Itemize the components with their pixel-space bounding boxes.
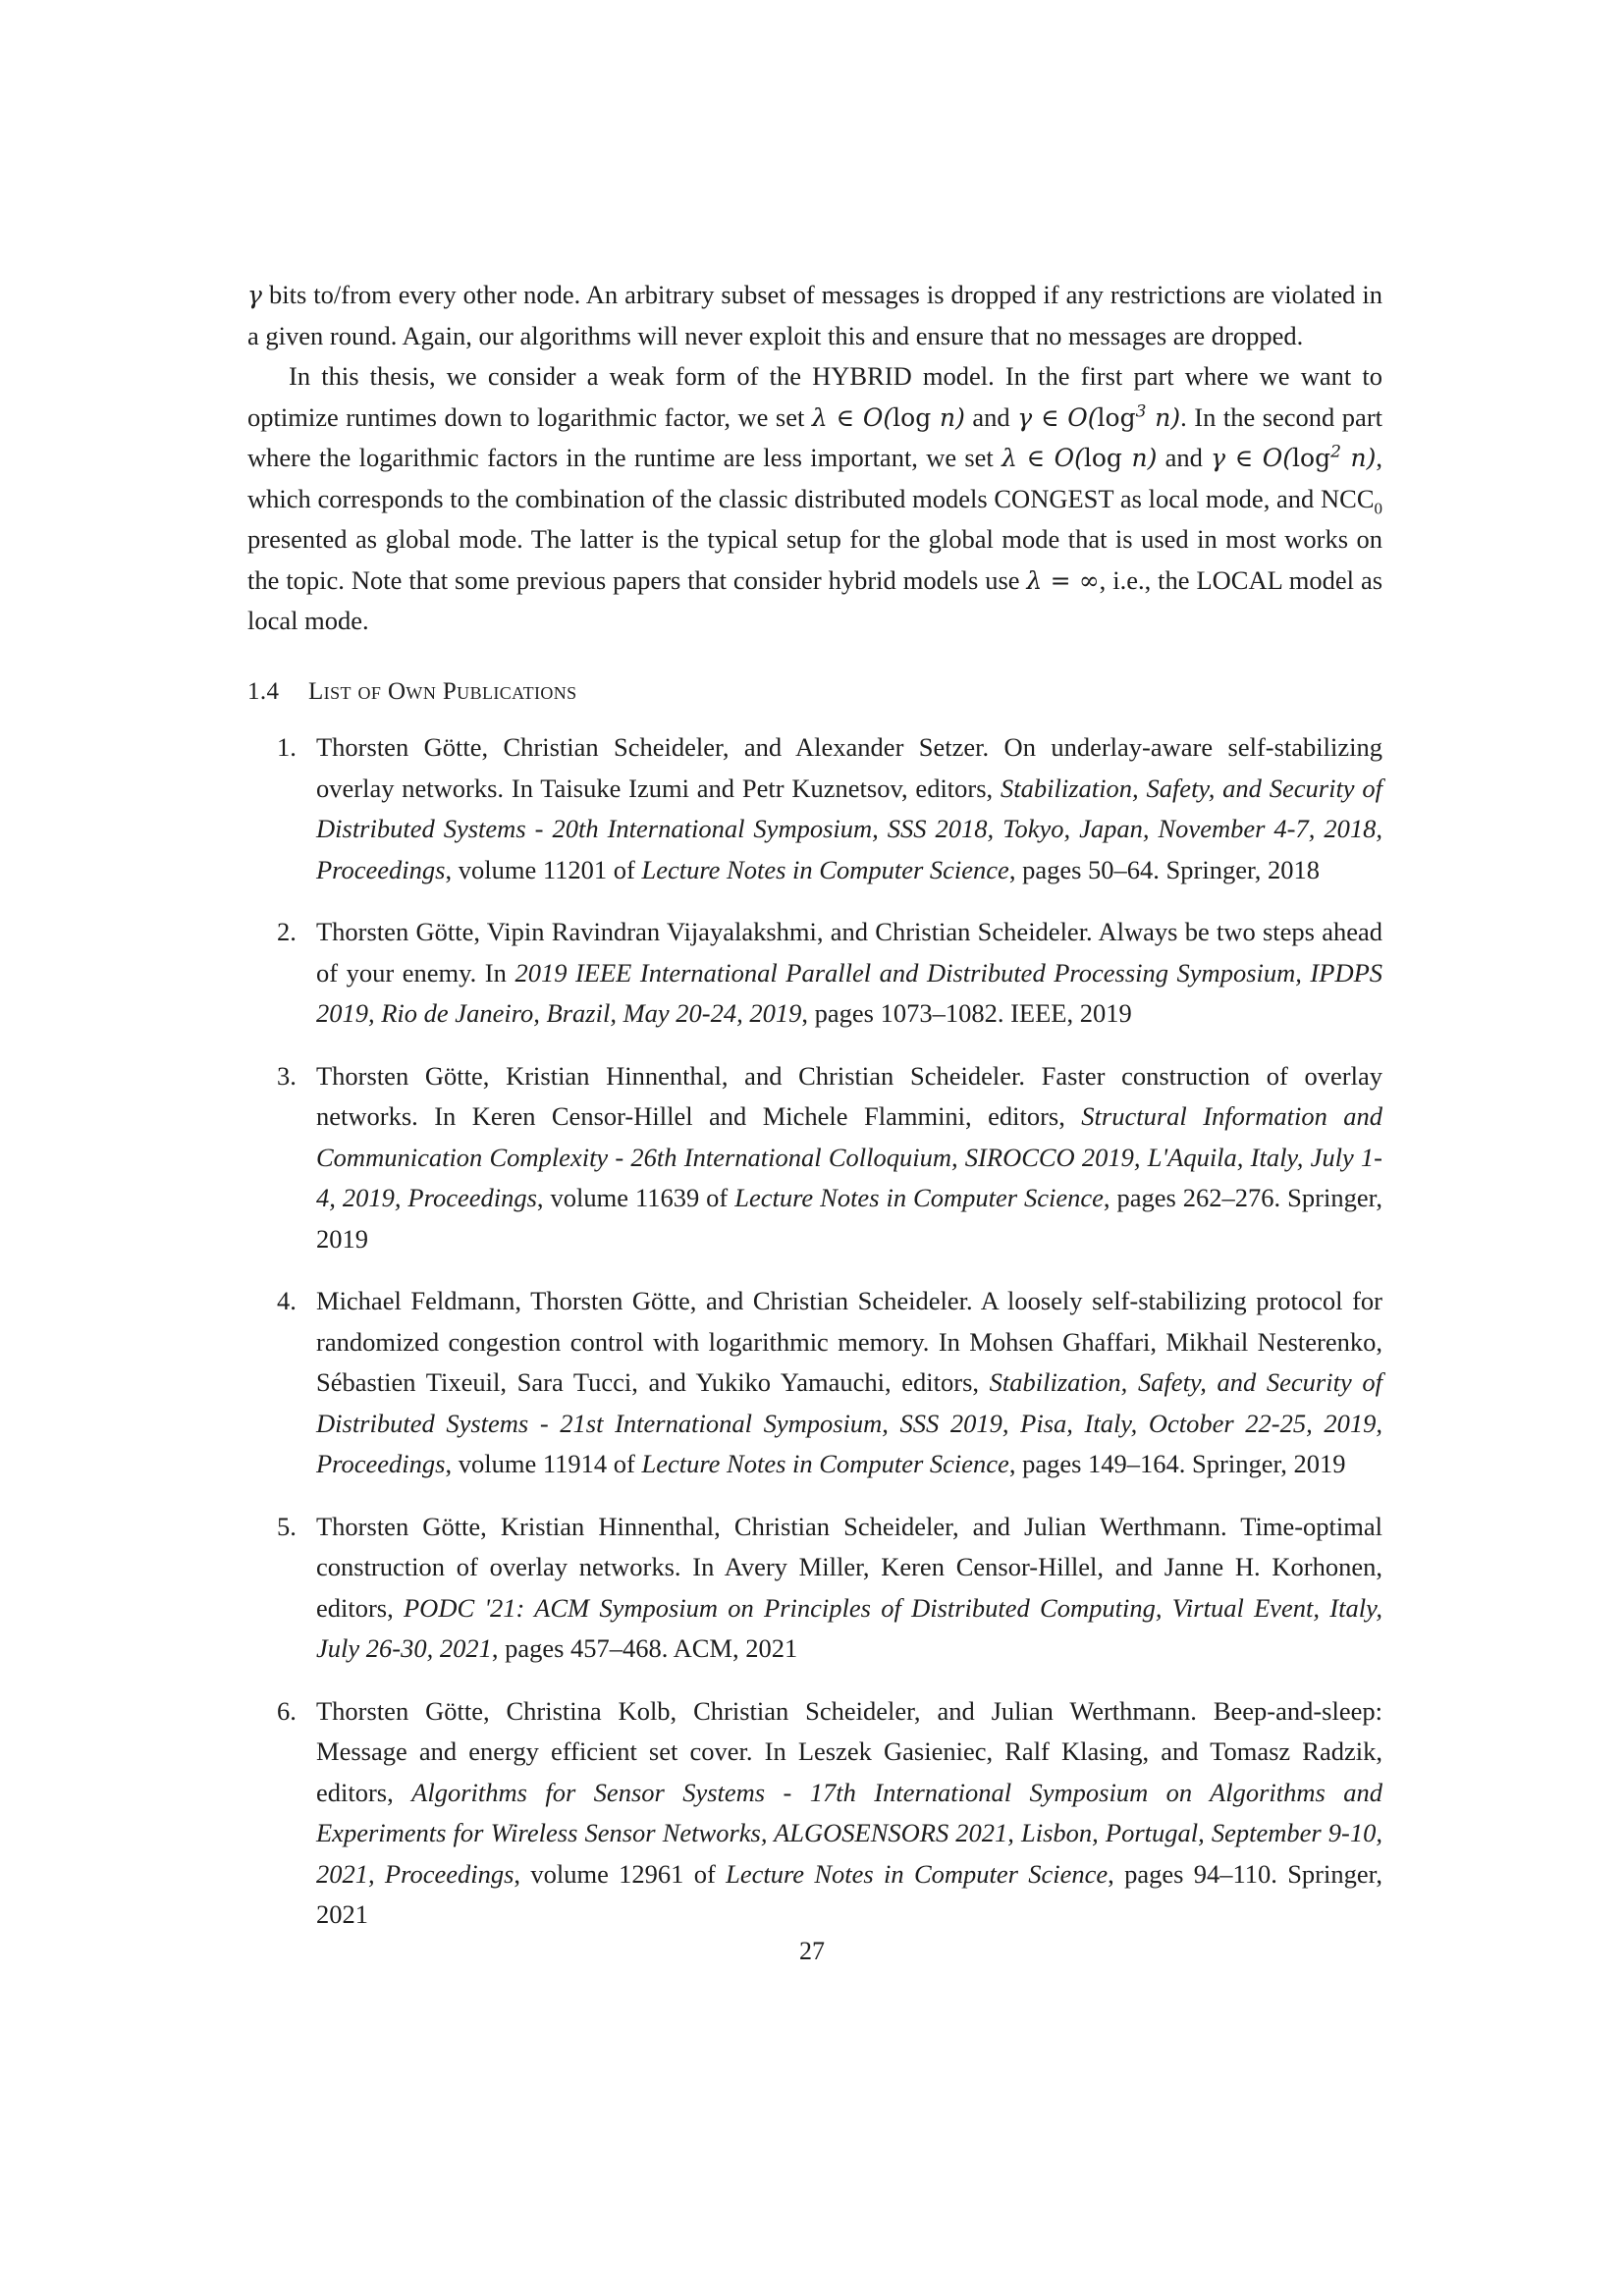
publication-index: 5. [277, 1511, 297, 1541]
p2-text-g: , i.e., the LOCAL model as local mode. [247, 564, 1383, 635]
publication-venue: Algorithms for Sensor Systems - 17th International Symposium on Algorithms and Experiments for Wireless Sensor Networks, ALGOSENSORS 2021, Lisbon, Portugal, September 9-10, 2021, Proceedings [316, 1777, 1382, 1889]
publication-venue: 2019 IEEE International Parallel and Distributed Processing Symposium, IPDPS 2019, Rio de Janeiro, Brazil, May 20-24, 2019 [316, 957, 1383, 1028]
section-title: List of Own Publications [308, 677, 577, 705]
publication-mid: , volume 11201 of [445, 854, 635, 884]
intro-paragraph-2 [247, 356, 1382, 642]
p2-text-a: In this thesis, we consider a weak form of the HYBRID model. In the first part where we want to optimize runtimes down to logarithmic factor, we set [247, 361, 1382, 432]
publication-series: Lecture Notes in Computer Science [726, 1858, 1109, 1889]
section-number: 1.4 [247, 677, 280, 705]
publication-mid: , volume 11639 of [536, 1183, 729, 1212]
publication-venue: Structural Information and Communication Complexity - 26th International Colloquium, SIROCCO 2019, L'Aquila, Italy, July 1-4, 2019, Proceedings [316, 1101, 1383, 1212]
p2-text-c: . In the second part where the logarithmic factors in the runtime are less important, we set [247, 401, 1383, 472]
publication-item [247, 1281, 1382, 1485]
ncc-subscript: 0 [1374, 498, 1382, 517]
p2-text-e: , which corresponds to the combination of the classic distributed models CONGEST as local mode, and NCC [247, 443, 1382, 513]
publication-item [247, 912, 1382, 1035]
math-lambda-log: λ ∈ O(log n) [811, 402, 965, 432]
publication-tail: , pages 149–164. Springer, 2019 [1008, 1449, 1346, 1478]
publication-index: 2. [277, 917, 297, 946]
math-gamma-log3: γ ∈ $O(\log^3$ n) [1017, 401, 1181, 432]
math-gamma: γ [247, 281, 262, 309]
p2-text-f: presented as global mode. The latter is the typical setup for the global mode that is used in most works on the topic. Note that some previous papers that consider hybrid models use [247, 524, 1382, 595]
publication-list [247, 727, 1382, 1936]
publication-venue: Stabilization, Safety, and Security of Distributed Systems - 21st International Symposium, SSS 2019, Pisa, Italy, October 22-25, 2019, Proceedings [316, 1367, 1383, 1478]
publication-index: 1. [277, 732, 297, 762]
publication-venue: PODC '21: ACM Symposium on Principles of Distributed Computing, Virtual Event, Italy, July 26-30, 2021 [316, 1592, 1382, 1663]
publication-authors: Thorsten Götte, Christina Kolb, Christian Scheideler, and Julian Werthmann. Beep-and-sleep: Message and energy efficient set cover. In Leszek Gasieniec, Ralf Klasing, and Tomasz Radzik, editors, [316, 1695, 1382, 1807]
publication-index: 3. [277, 1060, 297, 1091]
publication-mid: , volume 12961 of [514, 1858, 716, 1889]
publication-item [247, 727, 1382, 890]
publication-item [247, 1507, 1382, 1670]
intro-paragraph-1 [247, 275, 1382, 356]
intro-line1: bits to/from every other node. An arbitrary subset of messages is dropped if any restrictions are violated in a given round. Again, our algorithms will never exploit this and ensure that no messages are dropped. [247, 280, 1382, 350]
publication-series: Lecture Notes in Computer Science [641, 854, 1009, 884]
p2-text-d: and [1164, 443, 1203, 472]
page-number: 27 [799, 1937, 825, 1965]
page-body [247, 275, 1382, 1957]
publication-series: Lecture Notes in Computer Science [734, 1183, 1104, 1212]
publication-item [247, 1056, 1382, 1260]
publication-tail: , pages 457–468. ACM, 2021 [491, 1633, 798, 1663]
publication-authors: Thorsten Götte, Christian Scheideler, and Alexander Setzer. On underlay-aware self-stabilizing overlay networks. In Taisuke Izumi and Petr Kuznetsov, editors, [316, 732, 1382, 803]
publication-authors: Thorsten Götte, Vipin Ravindran Vijayalakshmi, and Christian Scheideler. Always be two steps ahead of your enemy. In [316, 917, 1382, 988]
publication-mid: , volume 11914 of [445, 1449, 635, 1478]
math-lambda-log-2: λ ∈ O(log n) [1001, 444, 1158, 472]
p2-text-b: and [972, 401, 1010, 432]
publication-tail: , pages 1073–1082. IEEE, 2019 [801, 998, 1132, 1028]
publication-tail: , pages 50–64. Springer, 2018 [1008, 854, 1320, 884]
publication-index: 4. [277, 1286, 297, 1315]
publication-venue: Stabilization, Safety, and Security of Distributed Systems - 20th International Symposium, SSS 2018, Tokyo, Japan, November 4-7, 2018, Proceedings [316, 773, 1383, 884]
publication-tail: , pages 94–110. Springer, 2021 [316, 1858, 1383, 1929]
math-gamma-log2: γ ∈ $O(\log^2$ n) [1211, 442, 1377, 472]
math-lambda-infinity: λ = ∞ [1026, 565, 1100, 595]
publication-authors: Thorsten Götte, Kristian Hinnenthal, and Christian Scheideler. Faster construction of overlay networks. In Keren Censor-Hillel and Michele Flammini, editors, [316, 1060, 1382, 1131]
publication-authors: Michael Feldmann, Thorsten Götte, and Christian Scheideler. A loosely self-stabilizing protocol for randomized congestion control with logarithmic memory. In Mohsen Ghaffari, Mikhail Nesterenko, Sébastien Tixeuil, Sara Tucci, and Yukiko Yamauchi, editors, [316, 1286, 1382, 1397]
publication-series: Lecture Notes in Computer Science [641, 1449, 1009, 1478]
publication-tail: , pages 262–276. Springer, 2019 [316, 1183, 1382, 1254]
publication-item [247, 1691, 1382, 1936]
publication-index: 6. [277, 1695, 297, 1726]
publication-authors: Thorsten Götte, Kristian Hinnenthal, Christian Scheideler, and Julian Werthmann. Time-optimal construction of overlay networks. In Avery Miller, Keren Censor-Hillel, and Janne H. Korhonen, editors, [316, 1511, 1382, 1623]
section-heading [247, 671, 1382, 713]
